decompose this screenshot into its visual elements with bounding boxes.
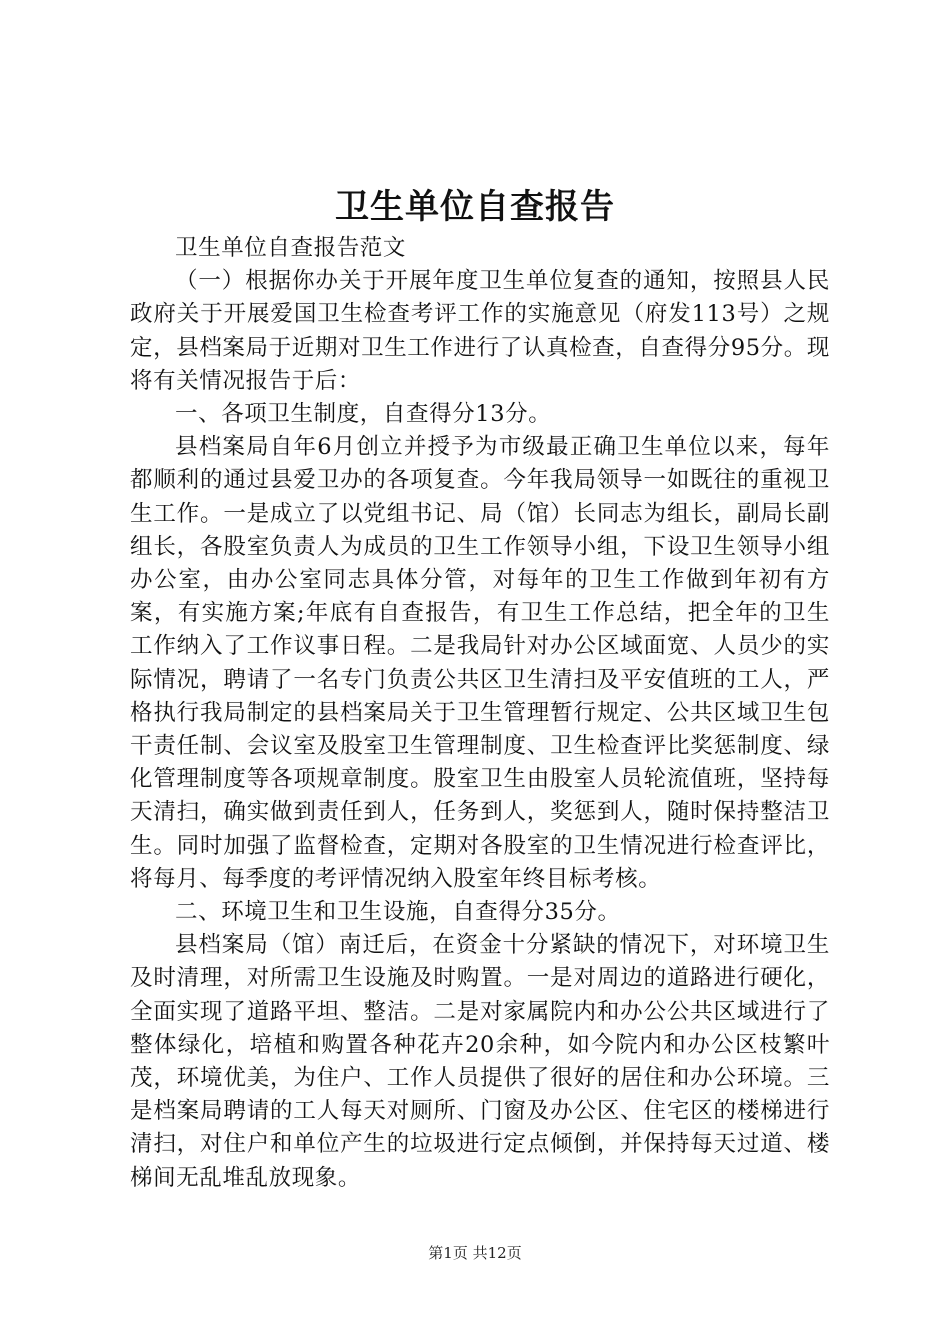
section-body-1: 县档案局自年6月创立并授予为市级最正确卫生单位以来，每年都顺利的通过县爱卫办的各项复查。今年我局领导一如既往的重视卫生工作。一是成立了以党组书记、局（馆）长同志为组长，副局长副组长，各股室负责人为成员的卫生工作领导小组，下设卫生领导小组办公室，由办公室同志具体分管，对每年的卫生工作做到年初有方案，有实施方案;年底有自查报告，有卫生工作总结，把全年的卫生工作纳入了工作议事日程。二是我局针对办公区域面宽、人员少的实际情况，聘请了一名专门负责公共区卫生清扫及平安值班的工人，严格执行我局制定的县档案局关于卫生管理暂行规定、公共区域卫生包干责任制、会议室及股室卫生管理制度、卫生检查评比奖惩制度、绿化管理制度等各项规章制度。股室卫生由股室人员轮流值班，坚持每天清扫，确实做到责任到人，任务到人，奖惩到人，随时保持整洁卫生。同时加强了监督检查，定期对各股室的卫生情况进行检查评比，将每月、每季度的考评情况纳入股室年终目标考核。 [130, 434, 830, 892]
section-heading-2: 二、环境卫生和卫生设施，自查得分35分。 [175, 899, 621, 926]
section-body-2: 县档案局（馆）南迁后，在资金十分紧缺的情况下，对环境卫生及时清理，对所需卫生设施及时购置。一是对周边的道路进行硬化，全面实现了道路平坦、整洁。二是对家属院内和办公公共区域进行了整体绿化，培植和购置各种花卉20余种，如今院内和办公区枝繁叶茂，环境优美，为住户、工作人员提供了很好的居住和办公环境。三是档案局聘请的工人每天对厕所、门窗及办公区、住宅区的楼梯进行清扫，对住户和单位产生的垃圾进行定点倾倒，并保持每天过道、楼梯间无乱堆乱放现象。 [130, 932, 830, 1191]
intro-paragraph: （一）根据你办关于开展年度卫生单位复查的通知，按照县人民政府关于开展爱国卫生检查考评工作的实施意见（府发113号）之规定，县档案局于近期对卫生工作进行了认真检查，自查得分95分。现将有关情况报告于后： [130, 268, 830, 394]
document-body [130, 232, 830, 1195]
subtitle-paragraph: 卫生单位自查报告范文 [175, 235, 407, 261]
section-heading-1: 一、各项卫生制度，自查得分13分。 [175, 401, 552, 428]
page-footer: 第1页 共12页 [428, 1244, 522, 1262]
document-title: 卫生单位自查报告 [335, 187, 615, 227]
